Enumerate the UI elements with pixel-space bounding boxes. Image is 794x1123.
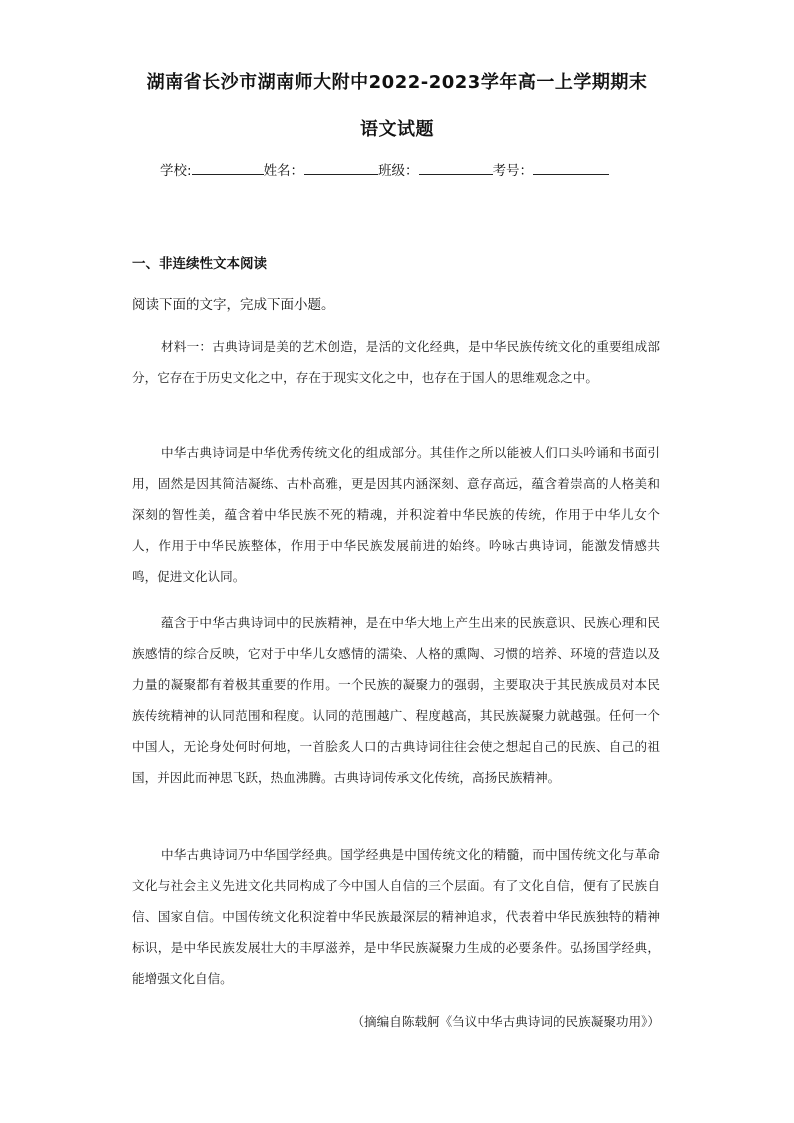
section-heading: 一、非连续性文本阅读 (132, 256, 267, 272)
material-paragraph: 材料一：古典诗词是美的艺术创造，是活的文化经典，是中华民族传统文化的重要组成部分，它存在于历史文化之中，存在于现实文化之中，也存在于国人的思维观念之中。 (132, 339, 660, 385)
material-paragraph: 中华古典诗词是中华优秀传统文化的组成部分。其佳作之所以能被人们口头吟诵和书面引用，固然是因其简洁凝练、古朴高雅，更是因其内涵深刻、意存高远，蕴含着崇高的人格美和深刻的智性美，蕴含着中华民族不死的精魂，并积淀着中华民族的传统，作用于中华儿女个人，作用于中华民族整体，作用于中华民族发展前进的始终。吟咏古典诗词，能激发情感共鸣，促进文化认同。 (132, 445, 660, 584)
page-subtitle: 语文试题 (360, 119, 434, 140)
number-label: 考号： (492, 163, 534, 179)
instruction-text: 阅读下面的文字，完成下面小题。 (132, 297, 335, 313)
source-citation: （摘编自陈载舸《刍议中华古典诗词的民族凝聚功用》） (351, 1014, 660, 1029)
student-info-line (160, 159, 609, 179)
material-paragraph: 中华古典诗词乃中华国学经典。国学经典是中国传统文化的精髓，而中国传统文化与革命文化与社会主义先进文化共同构成了今中国人自信的三个层面。有了文化自信，便有了民族自信、国家自信。中国传统文化积淀着中华民族最深层的精神追求，代表着中华民族独特的精神标识，是中华民族发展壮大的丰厚滋养，是中华民族凝聚力生成的必要条件。弘扬国学经典，能增强文化自信。 (132, 847, 660, 986)
class-field[interactable] (419, 161, 493, 175)
number-field[interactable] (533, 161, 609, 175)
name-label: 姓名： (263, 163, 305, 179)
name-field[interactable] (304, 161, 378, 175)
material-paragraph: 蕴含于中华古典诗词中的民族精神，是在中华大地上产生出来的民族意识、民族心理和民族感情的综合反映，它对于中华儿女感情的濡染、人格的熏陶、习惯的培养、环境的营造以及力量的凝聚都有着极其重要的作用。一个民族的凝聚力的强弱，主要取决于其民族成员对本民族传统精神的认同范围和程度。认同的范围越广、程度越高，其民族凝聚力就越强。任何一个中国人，无论身处何时何地，一首脍炙人口的古典诗词往往会使之想起自己的民族、自己的祖国，并因此而神思飞跃，热血沸腾。古典诗词传承文化传统，高扬民族精神。 (132, 615, 660, 785)
class-label: 班级： (378, 163, 419, 179)
page-title: 湖南省长沙市湖南师大附中2022-2023学年高一上学期期末 (146, 72, 648, 93)
school-field[interactable] (192, 161, 264, 175)
school-label: 学校: (160, 163, 192, 179)
